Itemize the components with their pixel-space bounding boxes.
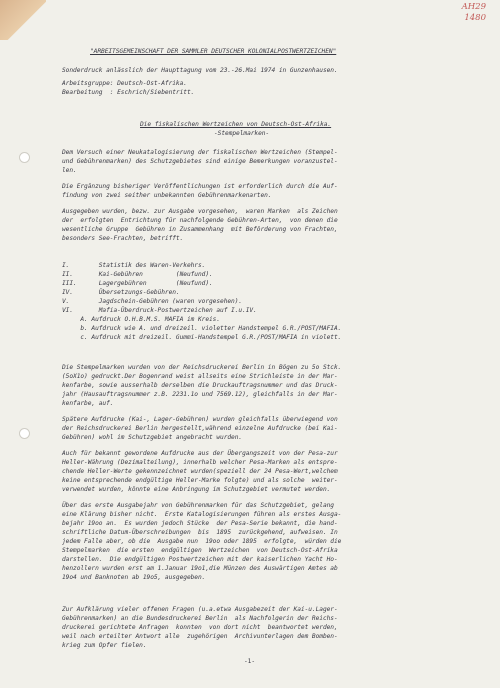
document-line: Heller-Währung (Dezimalteilung), innerhalb welcher Pesa-Marken als entspre- [62, 459, 338, 466]
document-line: der erfolgten Entrichtung für nachfolgende Gebühren-Arten, von denen die [62, 217, 338, 224]
document-line: "ARBEITSGEMEINSCHAFT DER SAMMLER DEUTSCHER KOLONIALPOSTWERTZEICHEN" [90, 48, 337, 55]
document-line: b. Aufdruck wie A. und dreizeil. violetter Handstempel G.R./POST/MAFIA. [62, 325, 342, 332]
document-line: Auch für bekannt gewordene Aufdrucke aus der Übergangszeit von der Pesa-zur [62, 450, 338, 457]
document-line: Die Stempelmarken wurden von der Reichsdruckerei Berlin in Bögen zu 5o Stck. [62, 364, 342, 371]
document-line: chende Heller-Werte gekennzeichnet wurden(speziell der 24 Pesa-Wert,welchem [62, 468, 338, 475]
document-line: -Stempelmarken- [214, 130, 270, 137]
document-line: Gebührenmarken) an die Bundesdruckerei Berlin als Nachfolgerin der Reichs- [62, 615, 338, 622]
handwritten-reference-note [414, 2, 486, 24]
document-line: kenfarbe, auf. [62, 400, 114, 407]
document-line: Über das erste Ausgabejahr von Gebührenmarken für das Schutzgebiet, gelang [62, 502, 334, 509]
document-line: I. Statistik des Waren-Verkehrs. [62, 262, 206, 269]
document-line: Gebühren) wohl im Schutzgebiet angebracht wurden. [62, 434, 243, 441]
document-line: bejahr 19oo an. Es wurden jedoch Stücke der Pesa-Serie bekannt, die hand- [62, 520, 338, 527]
document-line: Sonderdruck anlässlich der Haupttagung vom 23.-26.Mai 1974 in Gunzenhausen. [62, 67, 338, 74]
document-line: -1- [244, 658, 256, 665]
document-line: und Gebührenmarken) des Schutzgebietes sind einige Bemerkungen voranzustel- [62, 158, 338, 165]
document-line: Die fiskalischen Wertzeichen von Deutsch-Ost-Afrika. [140, 121, 332, 128]
document-line: eine Klärung bisher nicht. Erste Katalogisierungen führen als erstes Ausga- [62, 511, 342, 518]
punch-hole-bottom [19, 428, 30, 439]
document-line: der Reichsdruckerei Berlin hergestellt,während einzelne Aufdrucke (bei Kai- [62, 425, 338, 432]
document-line: Ausgegeben wurden, bezw. zur Ausgabe vorgesehen, waren Marken als Zeichen [62, 208, 338, 215]
document-line: A. Aufdruck O.H.B.M.S. MAFIA im Kreis. [62, 316, 221, 323]
document-line: II. Kai-Gebühren (Neufund). [62, 271, 213, 278]
document-line: henzollern wurden erst am 1.Januar 19o1,die Münzen des Auswärtigen Amtes ab [62, 565, 338, 572]
document-line: (5oX1o) gedruckt.Der Bogenrand weist allseits eine Strichleiste in der Mar- [62, 373, 338, 380]
document-line: Die Ergänzung bisheriger Veröffentlichungen ist erforderlich durch die Auf- [62, 183, 338, 190]
document-line: Bearbeitung : Eschrich/Siebentritt. [62, 89, 195, 96]
document-line: V. Jagdschein-Gebühren (waren vorgesehen). [62, 298, 243, 305]
document-line: III. Lagergebühren (Neufund). [62, 280, 213, 287]
document-line: IV. Übersetzungs-Gebühren. [62, 289, 180, 296]
document-line: krieg zum Opfer fielen. [62, 642, 147, 649]
document-line: Zur Aufklärung vieler offenen Fragen (u.a.etwa Ausgabezeit der Kai-u.Lager- [62, 606, 338, 613]
document-line: darstellen. Die endgültigen Postwertzeichen mit der kaiserlichen Yacht Ho- [62, 556, 338, 563]
handwritten-line-2: 1480 [464, 13, 486, 23]
handwritten-line-1: AH29 [461, 2, 486, 12]
document-line: findung von zwei seither unbekannten Gebührenmarkenarten. [62, 192, 272, 199]
document-line: Dem Versuch einer Neukatalogisierung der fiskalischen Wertzeichen (Stempel- [62, 149, 338, 156]
document-line: Arbeitsgruppe: Deutsch-Ost-Afrika. [62, 80, 187, 87]
document-line: schriftliche Datum-Überschreibungen bis 1895 zurückgehend, aufweisen. In [62, 529, 338, 536]
punch-hole-top [19, 152, 30, 163]
document-line: VI. Mafia-Überdruck-Postwertzeichen auf I.u.IV. [62, 307, 257, 314]
document-line: Spätere Aufdrucke (Kai-, Lager-Gebühren) wurden gleichfalls überwiegend von [62, 416, 338, 423]
document-line: jahr (Hausauftragsnummer z.B. 2231.1o und 7569.12), gleichfalls in der Mar- [62, 391, 338, 398]
document-line: wesentliche Gruppe Gebühren in Zusammenhang mit Beförderung von Frachten, [62, 226, 338, 233]
document-line: jedem Falle aber, ob die Ausgabe nun 19oo oder 1895 erfolgte, würden die [62, 538, 342, 545]
document-line: Stempelmarken die ersten endgültigen Wertzeichen von Deutsch-Ost-Afrika [62, 547, 338, 554]
document-line: besonders See-Frachten, betrifft. [62, 235, 184, 242]
document-line: verwendet wurden, könnte eine Anbringung im Schutzgebiet vermutet werden. [62, 486, 331, 493]
corner-tape-mark [0, 0, 46, 40]
document-line: c. Aufdruck mit dreizeil. Gummi-Handstempel G.R./POST/MAFIA in violett. [62, 334, 342, 341]
document-line: len. [62, 167, 77, 174]
document-line: keine entsprechende endgültige Heller-Marke folgte) und als solche weiter- [62, 477, 338, 484]
document-line: druckerei gerichtete Anfragen konnten von dort nicht beantwortet werden, [62, 624, 338, 631]
document-line: weil nach erteilter Antwort alle zugehörigen Archivunterlagen dem Bomben- [62, 633, 338, 640]
document-line: kenfarbe, sowie ausserhalb derselben die Druckauftragsnummer und das Druck- [62, 382, 338, 389]
document-line: 19o4 und Banknoten ab 19o5, ausgegeben. [62, 574, 206, 581]
